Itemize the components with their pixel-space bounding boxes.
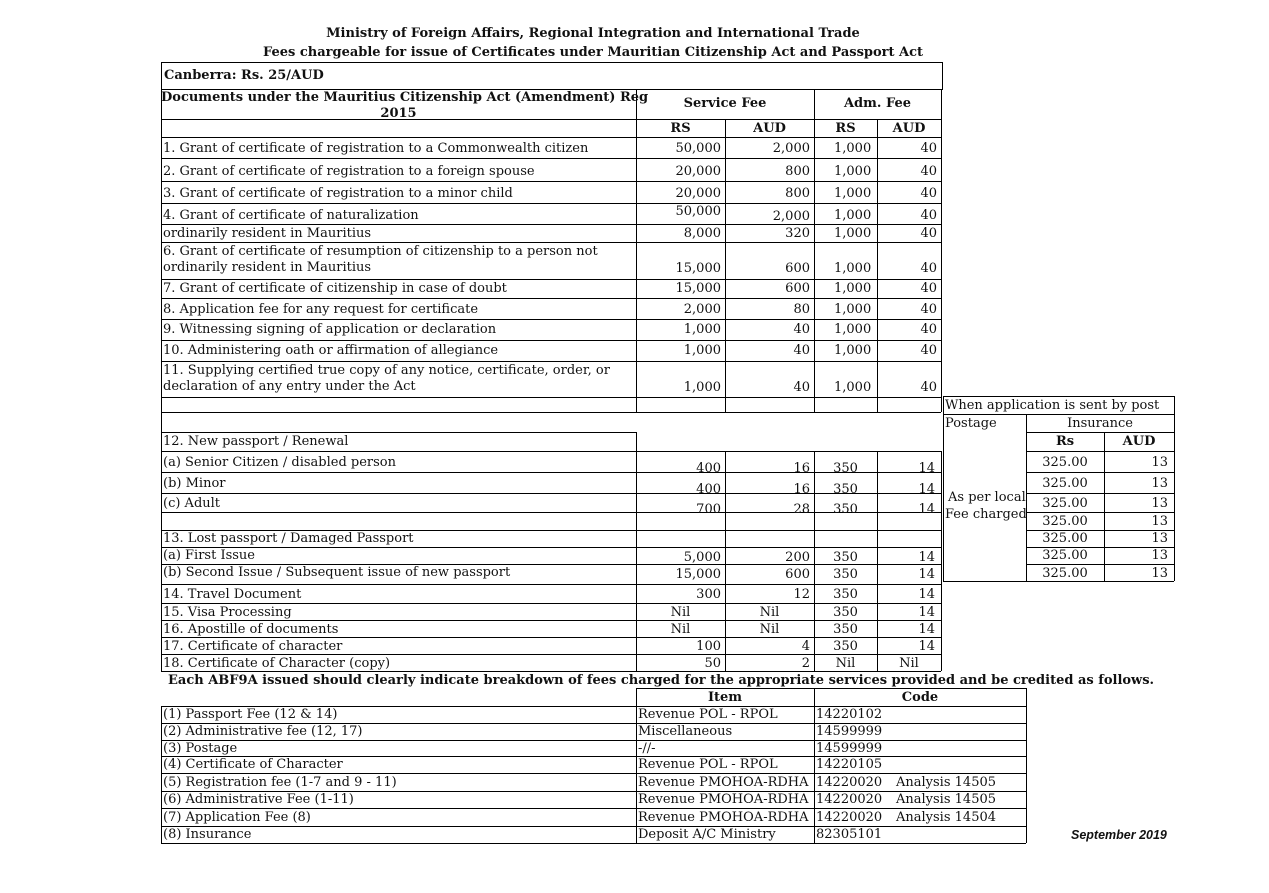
date-label: September 2019 [1071, 828, 1167, 842]
service-rs-value: 400 [696, 482, 721, 497]
credit-fee-label: (5) Registration fee (1-7 and 9 - 11) [163, 775, 397, 790]
service-aud-value: 200 [785, 550, 810, 565]
adm-aud-header: AUD [892, 121, 926, 136]
service-rs-value: 1,000 [683, 380, 721, 395]
credit-code-value: 82305101 [816, 827, 883, 842]
adm-rs-value: 350 [833, 622, 858, 637]
row-divider [161, 361, 941, 362]
post-line [943, 414, 1174, 415]
adm-rs-value: 1,000 [834, 343, 872, 358]
credit-item-value: Deposit A/C Ministry [638, 827, 776, 842]
post-line [1026, 432, 1174, 433]
service-aud-value: 2,000 [772, 141, 810, 156]
service-rs-value: 15,000 [675, 261, 721, 276]
insurance-rs-value: 325.00 [1042, 476, 1088, 491]
item-header: Item [707, 690, 743, 705]
credit-item-value: Revenue PMOHOA-RDHA [638, 775, 809, 790]
grid-vline [1026, 688, 1027, 843]
insurance-aud-value: 13 [1151, 548, 1168, 563]
credit-item-value: Miscellaneous [638, 724, 733, 739]
citizenship-row-label: 7. Grant of certificate of citizenship in case of doubt [163, 281, 507, 296]
grid-vline [941, 89, 942, 412]
credit-line [161, 843, 1026, 844]
service-rs-value: 8,000 [683, 226, 721, 241]
rate-text: Canberra: Rs. 25/AUD [164, 68, 324, 83]
adm-rs-header: RS [835, 121, 856, 136]
citizenship-row-label: ordinarily resident in Mauritius [163, 226, 372, 241]
citizenship-row-label-cont: ordinarily resident in Mauritius [163, 260, 372, 275]
row-divider [161, 340, 941, 341]
adm-aud-value: 14 [918, 639, 935, 654]
grid-vline [636, 688, 637, 843]
insurance-rs-value: 325.00 [1042, 496, 1088, 511]
adm-aud-value: 14 [918, 550, 935, 565]
passport-row-label: (c) Adult [163, 496, 221, 511]
post-line [1026, 451, 1174, 452]
insurance-aud-value: 13 [1151, 531, 1168, 546]
credit-line [161, 826, 1026, 827]
row-divider [161, 319, 941, 320]
grid-vline [161, 706, 162, 843]
service-aud-value: 40 [793, 322, 810, 337]
title-line-2: Fees chargeable for issue of Certificates under Mauritian Citizenship Act and Passport Act [262, 45, 924, 60]
service-rs-value: Nil [670, 605, 691, 620]
adm-rs-value: 1,000 [834, 208, 872, 223]
credit-code-value: 14220020 [816, 810, 883, 825]
credit-item-value: -//- [638, 741, 656, 756]
service-rs-value: 1,000 [683, 343, 721, 358]
insurance-header: Insurance [1067, 416, 1133, 431]
adm-aud-value: 40 [920, 322, 937, 337]
row-divider [161, 397, 941, 398]
insurance-aud-value: 13 [1151, 455, 1168, 470]
credit-code-value: 14220020 [816, 775, 883, 790]
service-rs-value: 20,000 [675, 164, 721, 179]
passport-row-label: 13. Lost passport / Damaged Passport [163, 531, 414, 546]
code-header: Code [901, 690, 939, 705]
adm-rs-value: 350 [833, 461, 858, 476]
grid-vline [814, 89, 815, 412]
credit-code-value: 14599999 [816, 724, 883, 739]
service-aud-value: 28 [793, 502, 810, 517]
adm-aud-value: 40 [920, 281, 937, 296]
credit-item-value: Revenue PMOHOA-RDHA [638, 792, 809, 807]
service-aud-value: 320 [785, 226, 810, 241]
as-per-local: As per local [948, 490, 1026, 505]
adm-aud-value: 40 [920, 141, 937, 156]
credit-code-value: 14220105 [816, 757, 883, 772]
service-aud-value: Nil [759, 622, 780, 637]
passport-row-label: (b) Second Issue / Subsequent issue of new passport [163, 565, 511, 580]
adm-rs-value: 350 [833, 587, 858, 602]
row-divider [161, 224, 941, 225]
credit-analysis-value: Analysis 14505 [896, 775, 997, 790]
header-sub-line [636, 119, 941, 120]
adm-aud-value: 40 [920, 380, 937, 395]
credit-note: Each ABF9A issued should clearly indicate breakdown of fees charged for the appropriate services provided and be credited as follows. [168, 673, 1155, 688]
adm-aud-value: 14 [918, 482, 935, 497]
passport-row-label: 17. Certificate of character [163, 639, 343, 654]
service-aud-value: 4 [801, 639, 810, 654]
adm-aud-value: 14 [918, 461, 935, 476]
adm-rs-value: 1,000 [834, 164, 872, 179]
spacer-bottom-line [161, 412, 941, 413]
insurance-rs-value: 325.00 [1042, 566, 1088, 581]
passport-row-label: (b) Minor [163, 476, 226, 491]
credit-fee-label: (1) Passport Fee (12 & 14) [163, 707, 338, 722]
row-divider [161, 451, 941, 452]
adm-aud-value: 14 [918, 502, 935, 517]
adm-aud-value: 40 [920, 261, 937, 276]
adm-rs-value: 350 [833, 502, 858, 517]
service-rs-value: 15,000 [675, 281, 721, 296]
citizenship-row-label: 3. Grant of certificate of registration to a minor child [163, 186, 513, 201]
citizenship-row-label: 11. Supplying certified true copy of any notice, certificate, order, or [163, 363, 610, 378]
row-divider [161, 158, 941, 159]
service-aud-value: 600 [785, 567, 810, 582]
insurance-rs-value: 325.00 [1042, 455, 1088, 470]
citizenship-row-label: 6. Grant of certificate of resumption of citizenship to a person not [163, 244, 598, 259]
insurance-aud-value: 13 [1151, 514, 1168, 529]
adm-rs-value: 350 [833, 567, 858, 582]
service-rs-value: 15,000 [675, 567, 721, 582]
service-aud-value: 80 [793, 302, 810, 317]
service-rs-value: 100 [696, 639, 721, 654]
adm-rs-value: 1,000 [834, 302, 872, 317]
service-aud-value: 600 [785, 261, 810, 276]
adm-rs-value: 1,000 [834, 281, 872, 296]
service-aud-value: 2 [801, 656, 810, 671]
credit-fee-label: (4) Certificate of Character [163, 757, 343, 772]
grid-vline [1174, 396, 1175, 581]
credit-item-value: Revenue PMOHOA-RDHA [638, 810, 809, 825]
postage-header: Postage [945, 416, 997, 431]
credit-analysis-value: Analysis 14505 [896, 792, 997, 807]
citizenship-row-label: 4. Grant of certificate of naturalization [163, 208, 419, 223]
post-line [1026, 564, 1174, 565]
grid-vline [943, 396, 944, 581]
service-aud-value: 16 [793, 461, 810, 476]
passport-row-label: 18. Certificate of Character (copy) [163, 656, 391, 671]
service-aud-header: AUD [753, 121, 786, 136]
credit-code-value: 14220020 [816, 792, 883, 807]
credit-top-line [636, 688, 1026, 689]
service-rs-value: Nil [670, 622, 691, 637]
adm-fee-header: Adm. Fee [843, 96, 912, 111]
adm-aud-value: 40 [920, 186, 937, 201]
post-line [1026, 512, 1174, 513]
grid-vline [941, 451, 942, 671]
grid-vline [814, 688, 815, 843]
adm-rs-value: 1,000 [834, 226, 872, 241]
service-rs-header: RS [670, 121, 691, 136]
adm-rs-value: 350 [833, 605, 858, 620]
credit-fee-label: (3) Postage [163, 741, 238, 756]
row-divider [161, 584, 941, 585]
service-aud-value: 2,000 [772, 209, 810, 224]
adm-rs-value: 1,000 [834, 380, 872, 395]
adm-aud-value: 40 [920, 164, 937, 179]
service-rs-value: 50,000 [675, 204, 721, 219]
adm-rs-value: 1,000 [834, 141, 872, 156]
credit-code-value: 14599999 [816, 741, 883, 756]
adm-rs-value: Nil [835, 656, 856, 671]
passport-row-label: 15. Visa Processing [163, 605, 292, 620]
passport-top-line [161, 432, 636, 433]
adm-rs-value: 350 [833, 550, 858, 565]
post-line [1026, 472, 1174, 473]
grid-vline [161, 89, 162, 412]
adm-aud-value: 40 [920, 208, 937, 223]
citizenship-row-label-cont: declaration of any entry under the Act [163, 379, 416, 394]
adm-aud-value: 40 [920, 343, 937, 358]
post-line [1026, 493, 1174, 494]
passport-row-label: (a) Senior Citizen / disabled person [163, 455, 397, 470]
adm-aud-value: 40 [920, 226, 937, 241]
adm-rs-value: 1,000 [834, 186, 872, 201]
insurance-aud-value: 13 [1151, 476, 1168, 491]
row-divider [161, 203, 941, 204]
adm-rs-value: 1,000 [834, 261, 872, 276]
credit-line [161, 808, 1026, 809]
fee-charged: Fee charged [945, 507, 1027, 522]
passport-row-label: 14. Travel Document [163, 587, 302, 602]
row-divider [161, 547, 941, 548]
insurance-rs-value: 325.00 [1042, 514, 1088, 529]
post-bottom-line [943, 581, 1026, 582]
adm-aud-value: 14 [918, 622, 935, 637]
citizenship-row-label: 8. Application fee for any request for certificate [163, 302, 479, 317]
adm-rs-value: 350 [833, 482, 858, 497]
row-divider [161, 242, 941, 243]
service-aud-value: 800 [785, 186, 810, 201]
service-aud-value: 800 [785, 164, 810, 179]
passport-row-label: 16. Apostille of documents [163, 622, 339, 637]
citizenship-row-label: 9. Witnessing signing of application or declaration [163, 322, 497, 337]
service-aud-value: 40 [793, 343, 810, 358]
service-rs-value: 300 [696, 587, 721, 602]
citizenship-row-label: 2. Grant of certificate of registration to a foreign spouse [163, 164, 535, 179]
passport-row-label: 12. New passport / Renewal [163, 434, 349, 449]
service-rs-value: 1,000 [683, 322, 721, 337]
service-aud-value: 40 [793, 380, 810, 395]
docs-header-line-2: 2015 [380, 106, 417, 121]
service-aud-value: 16 [793, 482, 810, 497]
adm-aud-value: 40 [920, 302, 937, 317]
passport-row-label: (a) First Issue [163, 548, 255, 563]
credit-code-value: 14220102 [816, 707, 883, 722]
insurance-aud-value: 13 [1151, 496, 1168, 511]
adm-rs-value: 1,000 [834, 322, 872, 337]
service-aud-value: 600 [785, 281, 810, 296]
grid-vline [636, 89, 637, 412]
docs-header-line-1: Documents under the Mauritius Citizenship Act (Amendment) Reg [161, 90, 649, 105]
credit-item-value: Revenue POL - RPOL [638, 707, 778, 722]
post-top-line [943, 396, 1174, 397]
service-rs-value: 50,000 [675, 141, 721, 156]
credit-line [161, 740, 1026, 741]
service-rs-value: 50 [704, 656, 721, 671]
service-rs-value: 5,000 [683, 550, 721, 565]
adm-aud-value: 14 [918, 587, 935, 602]
row-divider [161, 298, 941, 299]
insurance-rs-value: 325.00 [1042, 548, 1088, 563]
insurance-rs-header: Rs [1055, 434, 1075, 449]
insurance-aud-value: 13 [1151, 566, 1168, 581]
citizenship-row-label: 10. Administering oath or affirmation of allegiance [163, 343, 499, 358]
adm-aud-value: Nil [899, 656, 919, 671]
citizenship-row-label: 1. Grant of certificate of registration to a Commonwealth citizen [163, 141, 589, 156]
insurance-aud-header: AUD [1122, 434, 1156, 449]
header-bottom-line [161, 137, 941, 138]
row-divider [161, 603, 941, 604]
service-rs-value: 400 [696, 461, 721, 476]
post-heading: When application is sent by post [945, 398, 1160, 413]
row-divider [161, 279, 941, 280]
service-rs-value: 2,000 [683, 302, 721, 317]
title-line-1: Ministry of Foreign Affairs, Regional Integration and International Trade [326, 26, 860, 41]
service-rs-value: 700 [696, 502, 721, 517]
insurance-rs-value: 325.00 [1042, 531, 1088, 546]
credit-fee-label: (8) Insurance [163, 827, 252, 842]
adm-aud-value: 14 [918, 567, 935, 582]
service-aud-value: 12 [793, 587, 810, 602]
credit-analysis-value: Analysis 14504 [896, 810, 997, 825]
credit-item-value: Revenue POL - RPOL [638, 757, 778, 772]
adm-aud-value: 14 [918, 605, 935, 620]
credit-fee-label: (2) Administrative fee (12, 17) [163, 724, 363, 739]
credit-fee-label: (6) Administrative Fee (1-11) [163, 792, 354, 807]
service-fee-header: Service Fee [683, 96, 767, 111]
credit-line [161, 773, 1026, 774]
row-divider [161, 181, 941, 182]
service-aud-value: Nil [759, 605, 780, 620]
service-rs-value: 20,000 [675, 186, 721, 201]
adm-rs-value: 350 [833, 639, 858, 654]
credit-fee-label: (7) Application Fee (8) [163, 810, 311, 825]
